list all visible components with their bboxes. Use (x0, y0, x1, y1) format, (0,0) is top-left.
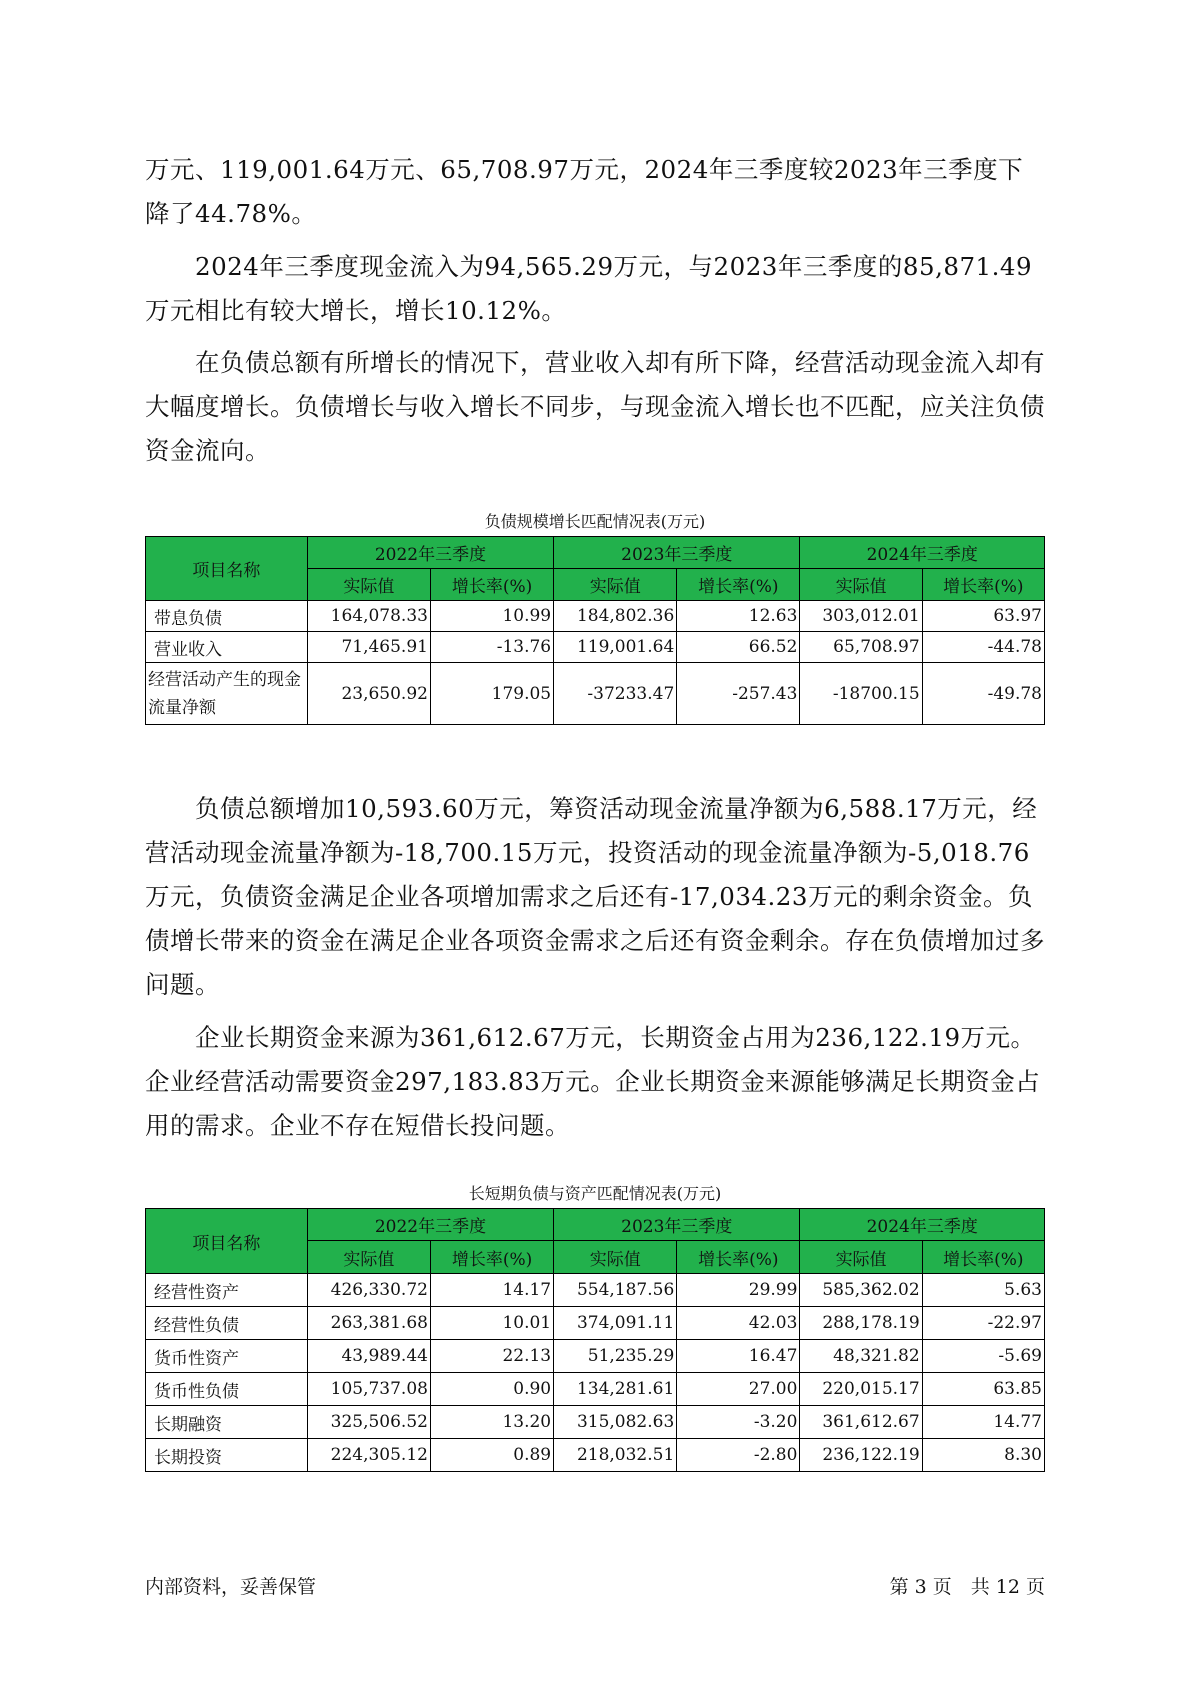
cell-value: 218,032.51 (554, 1439, 677, 1472)
cell-value: 0.89 (430, 1439, 553, 1472)
cell-value: 119,001.64 (554, 632, 677, 663)
row-label: 带息负债 (146, 601, 308, 632)
cell-value: 361,612.67 (800, 1406, 922, 1439)
row-label: 经营性负债 (146, 1307, 308, 1340)
cell-value: 184,802.36 (554, 601, 677, 632)
cell-value: 16.47 (677, 1340, 800, 1373)
paragraph-long-term-funds: 企业长期资金来源为361,612.67万元，长期资金占用为236,122.19万元。企业经营活动需要资金297,183.83万元。企业长期资金来源能够满足长期资金占用的需求。企业不存在短借长投问题。 (145, 1023, 1041, 1140)
cell-value: 8.30 (922, 1439, 1044, 1472)
row-label: 长期融资 (146, 1406, 308, 1439)
cell-value: 63.85 (922, 1373, 1044, 1406)
table-row (146, 1340, 1045, 1373)
footer-confidential-note: 内部资料，妥善保管 (145, 1576, 317, 1598)
table2-period-header: 2022年三季度 (307, 1209, 553, 1241)
cell-value: 14.17 (430, 1274, 553, 1307)
cell-value: 554,187.56 (554, 1274, 677, 1307)
cell-value: 14.77 (922, 1406, 1044, 1439)
table1-actual-header: 实际值 (554, 569, 677, 601)
cell-value: 374,091.11 (554, 1307, 677, 1340)
cell-value: 0.90 (430, 1373, 553, 1406)
cell-value: 63.97 (922, 601, 1044, 632)
cell-value: 23,650.92 (307, 663, 430, 725)
paragraph-cash-inflow: 2024年三季度现金流入为94,565.29万元，与2023年三季度的85,871.49万元相比有较大增长，增长10.12%。 (145, 252, 1033, 325)
cell-value: -22.97 (922, 1307, 1044, 1340)
cell-value: -2.80 (677, 1439, 800, 1472)
cell-value: 288,178.19 (800, 1307, 922, 1340)
cell-value: 13.20 (430, 1406, 553, 1439)
table2-actual-header: 实际值 (800, 1241, 922, 1274)
cell-value: -37233.47 (554, 663, 677, 725)
cell-value: -5.69 (922, 1340, 1044, 1373)
cell-value: 303,012.01 (800, 601, 922, 632)
cell-value: 10.01 (430, 1307, 553, 1340)
cell-value: 315,082.63 (554, 1406, 677, 1439)
table-row (146, 1307, 1045, 1340)
cell-value: 236,122.19 (800, 1439, 922, 1472)
table1-period-header: 2024年三季度 (800, 537, 1045, 569)
cell-value: 263,381.68 (307, 1307, 430, 1340)
cell-value: 10.99 (430, 601, 553, 632)
table-asset-liability-match (145, 1208, 1045, 1472)
table1-actual-header: 实际值 (307, 569, 430, 601)
table2-period-header: 2023年三季度 (554, 1209, 800, 1241)
table1-growth-header: 增长率(%) (677, 569, 800, 601)
cell-value: 5.63 (922, 1274, 1044, 1307)
cell-value: -257.43 (677, 663, 800, 725)
cell-value: -3.20 (677, 1406, 800, 1439)
cell-value: 43,989.44 (307, 1340, 430, 1373)
paragraph-liability-increase: 负债总额增加10,593.60万元，筹资活动现金流量净额为6,588.17万元，经营活动现金流量净额为-18,700.15万元，投资活动的现金流量净额为-5,018.76万元，负债资金满足企业各项增加需求之后还有-17,034.23万元的剩余资金。负债增长带来的资金在满足企业各项资金需求之后还有资金剩余。存在负债增加过多问题。 (145, 794, 1045, 999)
table1-growth-header: 增长率(%) (922, 569, 1044, 601)
table-row (146, 663, 1045, 725)
table2-period-header: 2024年三季度 (800, 1209, 1045, 1241)
cell-value: 27.00 (677, 1373, 800, 1406)
cell-value: 66.52 (677, 632, 800, 663)
paragraph-intro: 万元、119,001.64万元、65,708.97万元，2024年三季度较2023年三季度下降了44.78%。 (145, 155, 1024, 228)
table1-caption: 负债规模增长匹配情况表(万元) (484, 512, 706, 531)
cell-value: 71,465.91 (307, 632, 430, 663)
cell-value: 426,330.72 (307, 1274, 430, 1307)
cell-value: 325,506.52 (307, 1406, 430, 1439)
table1-actual-header: 实际值 (800, 569, 922, 601)
footer-page-number: 第 3 页 共 12 页 (889, 1576, 1045, 1598)
cell-value: 48,321.82 (800, 1340, 922, 1373)
cell-value: 12.63 (677, 601, 800, 632)
cell-value: 22.13 (430, 1340, 553, 1373)
table1-item-header: 项目名称 (146, 537, 308, 601)
cell-value: 29.99 (677, 1274, 800, 1307)
table2-growth-header: 增长率(%) (677, 1241, 800, 1274)
cell-value: 51,235.29 (554, 1340, 677, 1373)
table2-actual-header: 实际值 (307, 1241, 430, 1274)
table2-growth-header: 增长率(%) (922, 1241, 1044, 1274)
table-debt-growth-match (145, 536, 1045, 725)
cell-value: 65,708.97 (800, 632, 922, 663)
cell-value: 224,305.12 (307, 1439, 430, 1472)
row-label: 经营性资产 (146, 1274, 308, 1307)
table2-actual-header: 实际值 (554, 1241, 677, 1274)
cell-value: 134,281.61 (554, 1373, 677, 1406)
table1-period-header: 2022年三季度 (307, 537, 553, 569)
cell-value: -49.78 (922, 663, 1044, 725)
cell-value: 585,362.02 (800, 1274, 922, 1307)
table-row (146, 632, 1045, 663)
row-label: 经营活动产生的现金流量净额 (146, 663, 308, 725)
row-label: 货币性负债 (146, 1373, 308, 1406)
cell-value: -18700.15 (800, 663, 922, 725)
table-row (146, 1439, 1045, 1472)
table1-period-header: 2023年三季度 (554, 537, 800, 569)
cell-value: 220,015.17 (800, 1373, 922, 1406)
table-row (146, 1406, 1045, 1439)
cell-value: 105,737.08 (307, 1373, 430, 1406)
row-label: 长期投资 (146, 1439, 308, 1472)
table2-growth-header: 增长率(%) (430, 1241, 553, 1274)
row-label: 营业收入 (146, 632, 308, 663)
cell-value: 164,078.33 (307, 601, 430, 632)
cell-value: 179.05 (430, 663, 553, 725)
cell-value: 42.03 (677, 1307, 800, 1340)
table2-item-header: 项目名称 (146, 1209, 308, 1274)
row-label: 货币性资产 (146, 1340, 308, 1373)
cell-value: -44.78 (922, 632, 1044, 663)
table-row (146, 601, 1045, 632)
table-row (146, 1274, 1045, 1307)
cell-value: -13.76 (430, 632, 553, 663)
table1-growth-header: 增长率(%) (430, 569, 553, 601)
table-row (146, 1373, 1045, 1406)
paragraph-liability-mismatch: 在负债总额有所增长的情况下，营业收入却有所下降，经营活动现金流入却有大幅度增长。负债增长与收入增长不同步，与现金流入增长也不匹配，应关注负债资金流向。 (145, 348, 1045, 465)
table2-caption: 长短期负债与资产匹配情况表(万元) (468, 1184, 722, 1203)
